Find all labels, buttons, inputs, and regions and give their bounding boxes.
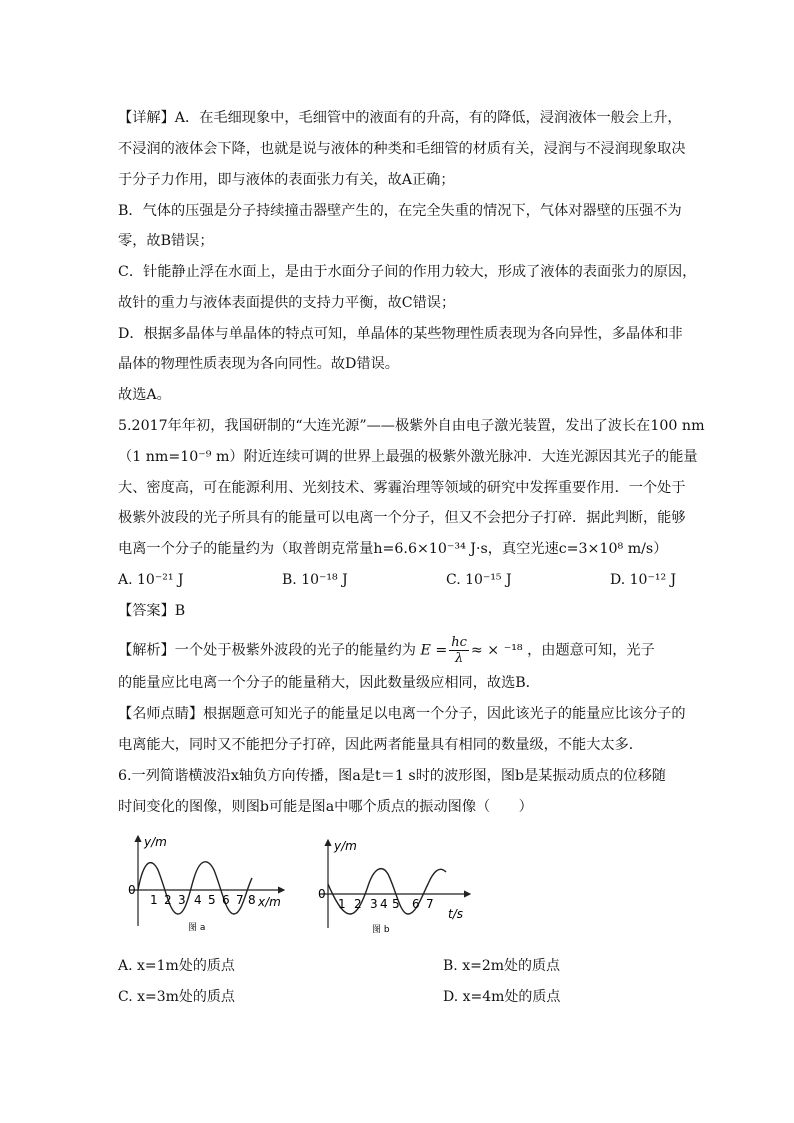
fig-b-tick-2: 2 — [354, 897, 362, 911]
detail-line-a1: 【详解】A．在毛细现象中，毛细管中的液面有的升高，有的降低，浸润液体一般会上升， — [118, 110, 682, 126]
fig-b-origin: 0 — [318, 887, 326, 901]
detail-line-a2: 不浸润的液体会下降，也就是说与液体的种类和毛细管的材质有关，浸润与不浸润现象取决 — [118, 141, 686, 157]
formula-lhs: E = — [420, 642, 448, 659]
fig-a-tick-1: 1 — [150, 893, 158, 907]
detail-line-c1: C．针能静止浮在水面上，是由于水面分子间的作用力较大，形成了液体的表面张力的原因， — [118, 264, 697, 280]
q6-line-1: 6.一列简谐横波沿x轴负方向传播，图a是t＝1 s时的波形图，图b是某振动质点的位移随 — [118, 768, 666, 784]
fig-b-caption: 图 b — [372, 925, 390, 935]
q5-analysis-line-1: 【解析】一个处于极紫外波段的光子的能量约为 E = $\frac{hc}{\lambda}$ ≈ × ⁻¹⁸ ，由题意可知，光子 — [118, 635, 655, 666]
fig-a-tick-5: 5 — [208, 893, 216, 907]
fig-b-tick-5: 5 — [392, 897, 400, 911]
q5-line-5: 电离一个分子的能量约为（取普朗克常量h=6.6×10⁻³⁴ J·s，真空光速c=3×10⁸ m/s） — [118, 541, 668, 557]
fig-a-tick-3: 3 — [178, 893, 186, 907]
fig-b-tick-1: 1 — [338, 897, 346, 911]
q5-option-b: B. 10⁻¹⁸ J — [282, 572, 348, 588]
figure-b — [316, 836, 476, 936]
q6-option-b: B. x=2m处的质点 — [443, 958, 560, 974]
detail-line-d2: 晶体的物理性质表现为各向同性。故D错误。 — [118, 356, 399, 372]
q5-line-1: 5.2017年年初，我国研制的“大连光源”——极紫外自由电子激光装置，发出了波长在100 nm — [118, 418, 705, 434]
figure-a — [122, 828, 292, 936]
detail-line-a3: 于分子力作用，即与液体的表面张力有关，故A正确； — [118, 172, 455, 188]
fig-b-ylabel: y/m — [334, 839, 357, 853]
detail-line-b2: 零，故B错误； — [118, 233, 214, 249]
q5-option-c: C. 10⁻¹⁵ J — [446, 572, 512, 588]
q6-option-c: C. x=3m处的质点 — [118, 989, 235, 1005]
fig-a-caption: 图 a — [188, 923, 206, 933]
fig-a-tick-8: 8 — [248, 893, 256, 907]
detail-line-c2: 故针的重力与液体表面提供的支持力平衡，故C错误； — [118, 295, 456, 311]
q5-tip-line-1: 【名师点睛】根据题意可知光子的能量足以电离一个分子，因此该光子的能量应比该分子的 — [118, 706, 686, 722]
q5-line-2: （1 nm=10⁻⁹ m）附近连续可调的世界上最强的极紫外激光脉冲．大连光源因其光子的能量 — [118, 449, 698, 465]
q6-line-2: 时间变化的图像，则图b可能是图a中哪个质点的振动图像（ ） — [118, 799, 533, 815]
fig-b-tick-6: 6 — [412, 897, 420, 911]
q5-line-4: 极紫外波段的光子所具有的能量可以电离一个分子，但又不会把分子打碎．据此判断，能够 — [118, 510, 686, 526]
fig-a-ylabel: y/m — [144, 835, 167, 849]
fig-a-tick-6: 6 — [222, 893, 230, 907]
fig-a-tick-7: 7 — [236, 893, 244, 907]
detail-conclusion: 故选A。 — [118, 387, 171, 403]
q6-option-a: A. x=1m处的质点 — [118, 958, 235, 974]
q5-answer: 【答案】B — [118, 603, 186, 619]
fig-b-xlabel: t/s — [448, 907, 463, 921]
fig-b-tick-4: 4 — [380, 897, 388, 911]
fig-a-origin: 0 — [128, 883, 136, 897]
formula-fraction: $\frac{hc}{\lambda}$ — [451, 635, 467, 666]
q5-analysis-line-2: 的能量应比电离一个分子的能量稍大，因此数量级应相同，故选B． — [118, 675, 540, 691]
fig-a-tick-2: 2 — [164, 893, 172, 907]
q5-option-a: A. 10⁻²¹ J — [118, 572, 184, 588]
fig-a-xlabel: x/m — [258, 895, 281, 909]
detail-line-b1: B．气体的压强是分子持续撞击器壁产生的，在完全失重的情况下，气体对器壁的压强不为 — [118, 203, 682, 219]
fig-a-tick-4: 4 — [194, 893, 202, 907]
q5-option-d: D. 10⁻¹² J — [610, 572, 677, 588]
formula-rest: ≈ × ⁻¹⁸ — [470, 642, 523, 659]
q5-tip-line-2: 电离能大，同时又不能把分子打碎，因此两者能量具有相同的数量级，不能大太多． — [118, 737, 643, 753]
q6-option-d: D. x=4m处的质点 — [443, 989, 561, 1005]
detail-line-d1: D．根据多晶体与单晶体的特点可知，单晶体的某些物理性质表现为各向异性，多晶体和非 — [118, 326, 683, 342]
fig-b-tick-3: 3 — [370, 897, 378, 911]
fig-b-tick-7: 7 — [426, 897, 434, 911]
q5-line-3: 大、密度高，可在能源利用、光刻技术、雾霾治理等领域的研究中发挥重要作用．一个处于 — [118, 480, 686, 496]
